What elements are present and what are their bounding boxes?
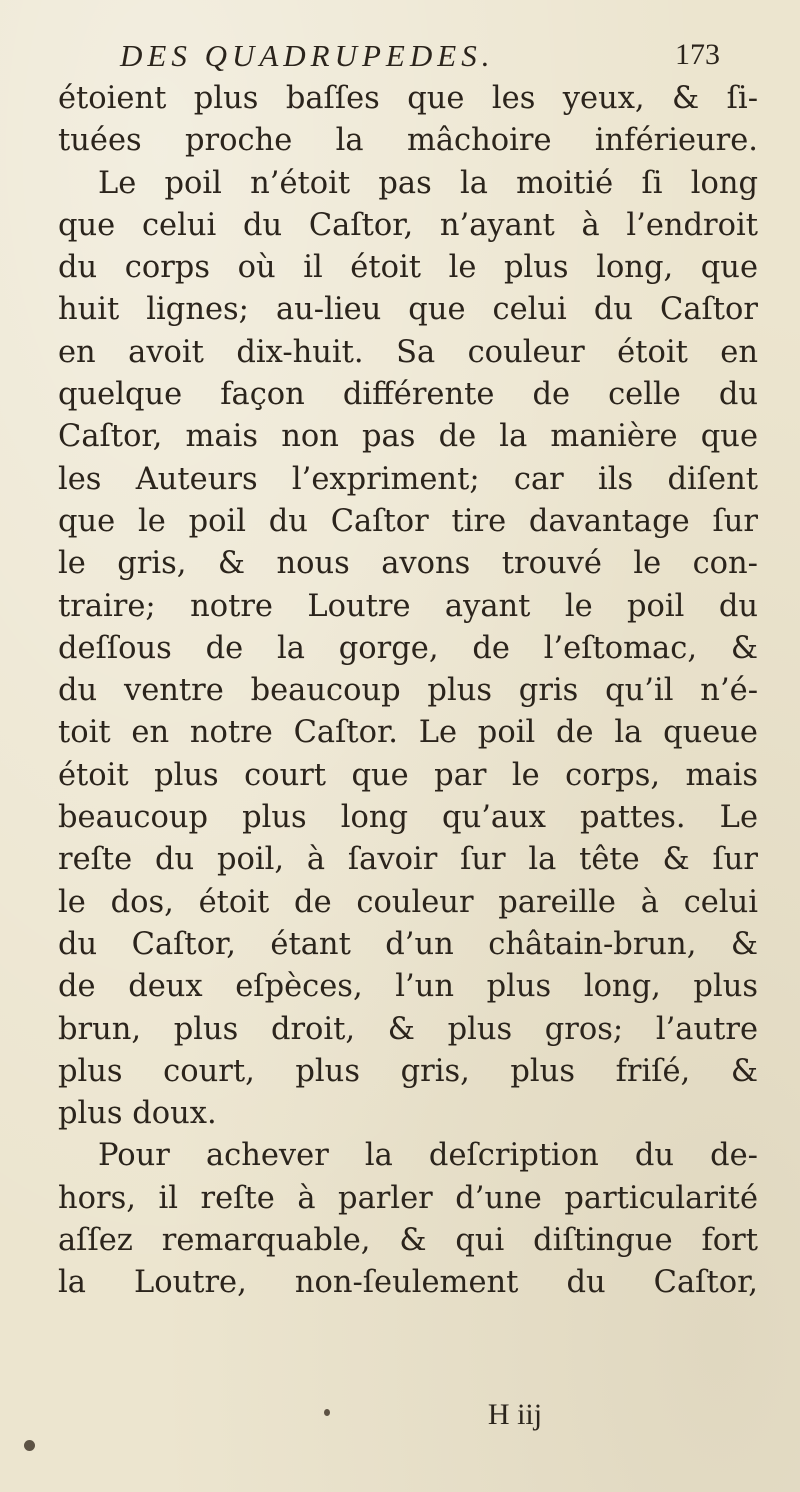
body-text bbox=[58, 78, 758, 1305]
text-line: traire; notre Loutre ayant le poil du bbox=[58, 588, 758, 624]
text-line: du Caſtor, étant d’un châtain-brun, & bbox=[58, 926, 758, 962]
running-head: DES QUADRUPEDES. bbox=[120, 38, 495, 73]
text-line: plus court, plus gris, plus friſé, & bbox=[58, 1053, 758, 1089]
text-line: le gris, & nous avons trouvé le con- bbox=[58, 546, 758, 582]
text-line: le dos, étoit de couleur pareille à celui bbox=[58, 884, 758, 920]
text-line: Le poil n’étoit pas la moitié ſi long bbox=[98, 165, 758, 201]
text-line: aſſez remarquable, & qui diſtingue fort bbox=[58, 1223, 758, 1259]
text-line: reſte du poil, à ſavoir ſur la tête & ſur bbox=[58, 842, 758, 878]
text-line: Caſtor, mais non pas de la manière que bbox=[58, 419, 758, 455]
text-line: de deux eſpèces, l’un plus long, plus bbox=[58, 969, 758, 1005]
ink-speck bbox=[24, 1440, 35, 1451]
text-line: hors, il reſte à parler d’une particularité bbox=[58, 1180, 758, 1216]
signature-mark: H iij bbox=[487, 1398, 543, 1431]
text-line: tuées proche la mâchoire inférieure. bbox=[58, 123, 758, 159]
text-line: beaucoup plus long qu’aux pattes. Le bbox=[58, 800, 758, 836]
text-line: étoit plus court que par le corps, mais bbox=[58, 757, 758, 793]
page-header bbox=[120, 38, 720, 82]
text-line: huit lignes; au-lieu que celui du Caſtor bbox=[58, 292, 758, 328]
text-line: quelque façon différente de celle du bbox=[58, 377, 758, 413]
text-line: les Auteurs l’expriment; car ils diſent bbox=[58, 461, 758, 497]
text-line: plus doux. bbox=[58, 1096, 217, 1132]
text-line: toit en notre Caſtor. Le poil de la queue bbox=[58, 715, 758, 751]
text-line: que le poil du Caſtor tire davantage ſur bbox=[58, 503, 758, 539]
text-line: deſſous de la gorge, de l’eſtomac, & bbox=[58, 630, 758, 666]
text-line: brun, plus droit, & plus gros; l’autre bbox=[58, 1011, 758, 1047]
text-line: étoient plus baſſes que les yeux, & ſi- bbox=[58, 81, 758, 116]
text-line: du ventre beaucoup plus gris qu’il n’é- bbox=[58, 673, 758, 709]
text-line: que celui du Caſtor, n’ayant à l’endroit bbox=[58, 207, 758, 243]
page-number: 173 bbox=[675, 38, 720, 71]
text-line: Pour achever la deſcription du de- bbox=[98, 1138, 758, 1174]
text-line: du corps où il étoit le plus long, que bbox=[58, 250, 758, 286]
text-line: la Loutre, non-ſeulement du Caſtor, bbox=[58, 1265, 758, 1301]
ink-speck bbox=[324, 1409, 330, 1416]
text-line: en avoit dix-huit. Sa couleur étoit en bbox=[58, 334, 758, 370]
